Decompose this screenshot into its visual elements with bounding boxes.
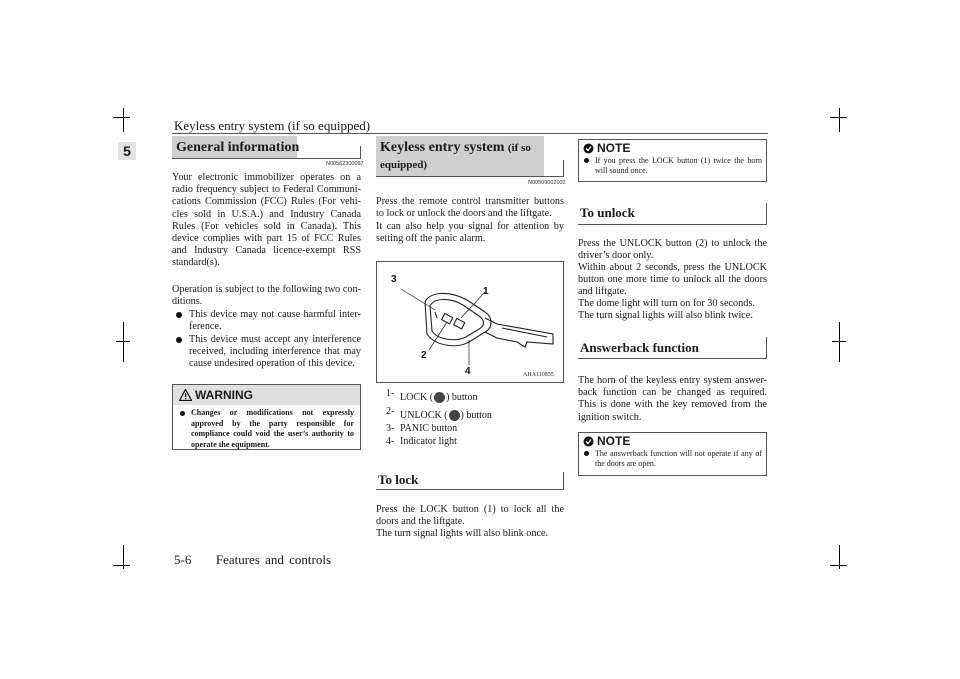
note-body — [579, 156, 766, 179]
note-text: The answerback function will not operate if any of the doors are open. — [595, 449, 762, 468]
panic-paragraph: It can also help you signal for attention by setting off the panic alarm. — [376, 221, 564, 245]
page-footer — [174, 552, 331, 568]
callout-3: 3 — [391, 274, 397, 285]
subheading-to-unlock: To unlock — [580, 205, 635, 220]
to-lock-paragraph-2: The turn signal lights will also blink once. — [376, 528, 549, 539]
to-unlock-paragraph: Press the UNLOCK button (2) to unlock the driver’s door only. — [578, 238, 767, 262]
unlock-icon — [449, 410, 460, 421]
fcc-paragraph: Your electronic immobilizer operates on a radio frequency subject to Federal Communi-cations Commission (FCC) Rules (For vehi-cles sold in U.S.A.) and Industry Canada Rules (For vehicles sold in Canada). This device complies with part 15 of FCC Rules and Industry Canada licence-exempt RSS standard(s). — [172, 172, 361, 269]
warning-box — [172, 384, 361, 450]
warning-body — [173, 405, 360, 453]
bullet-text: This device must accept any interference received, including interference that may cause undesired operation of this device. — [189, 334, 361, 370]
note-box-1 — [578, 139, 767, 182]
callout-2: 2 — [421, 350, 427, 361]
warning-text: Changes or modifications not expressly approved by the party responsible for compliance could void the user’s authority to operate the equipment. — [191, 408, 354, 449]
section-rule-end — [360, 146, 361, 159]
key-figure — [376, 261, 564, 383]
header-rule — [172, 133, 768, 134]
intro-paragraph: Press the remote control transmitter buttons to lock or unlock the doors and the liftgate. — [376, 196, 564, 220]
note-header — [579, 140, 766, 156]
lock-icon — [434, 392, 445, 403]
to-unlock-paragraph-4: The turn signal lights will also blink twice. — [578, 310, 753, 321]
bullet-icon — [583, 449, 595, 469]
page-header-title: Keyless entry system (if so equipped) — [174, 118, 371, 133]
chapter-tab: 5 — [118, 142, 136, 160]
legend-item-1: 1- LOCK ( ) button — [386, 388, 478, 403]
section-heading-line-2: equipped) — [380, 159, 428, 171]
subheading-answerback: Answerback function — [580, 340, 699, 355]
bullet-text: This device may not cause harmful inter-ference. — [189, 309, 361, 333]
document-code: N00509002002 — [528, 180, 566, 186]
footer-section: Features and controls — [215, 552, 332, 567]
warning-label: WARNING — [195, 388, 253, 402]
bullet-icon — [174, 309, 189, 333]
subheading-rule — [578, 358, 767, 359]
note-header — [579, 433, 766, 449]
info-check-icon — [583, 143, 594, 154]
section-rule-end — [563, 160, 564, 177]
bullet-item-1 — [174, 309, 361, 333]
bullet-item-2 — [174, 334, 361, 371]
legend-item-2: 2- UNLOCK ( ) button — [386, 406, 492, 421]
note-label: NOTE — [597, 434, 631, 448]
subheading-rule — [578, 224, 767, 225]
note-text: If you press the LOCK button (1) twice the horn will sound once. — [595, 156, 762, 175]
remote-key-illustration — [377, 262, 563, 382]
document-code: N00562300097 — [326, 161, 364, 167]
warning-triangle-icon — [179, 389, 192, 401]
section-rule — [172, 158, 361, 159]
subheading-rule-end — [563, 472, 564, 490]
note-box-2 — [578, 432, 767, 476]
page-number: 5-6 — [174, 552, 192, 567]
info-check-icon — [583, 436, 594, 447]
callout-4: 4 — [465, 366, 471, 377]
bullet-icon — [583, 156, 595, 176]
conditions-paragraph: Operation is subject to the following two con-ditions. — [172, 284, 361, 308]
to-unlock-paragraph-3: The dome light will turn on for 30 seconds. — [578, 298, 755, 309]
note-body — [579, 449, 766, 472]
answerback-paragraph: The horn of the keyless entry system answer-back function can be changed as required. This is done with the key removed from the ignition switch. — [578, 375, 767, 423]
subheading-rule-end — [766, 337, 767, 359]
warning-header — [173, 385, 360, 405]
bullet-icon — [174, 334, 189, 371]
to-unlock-paragraph-2: Within about 2 seconds, press the UNLOCK button one more time to unlock all the doors and liftgate. — [578, 262, 767, 298]
section-rule — [376, 176, 564, 177]
legend-item-4: 4- Indicator light — [386, 436, 457, 447]
callout-1: 1 — [483, 286, 489, 297]
section-heading-text: General information — [176, 140, 300, 155]
to-lock-paragraph: Press the LOCK button (1) to lock all the doors and the liftgate. — [376, 504, 564, 528]
legend-item-3: 3- PANIC button — [386, 423, 458, 434]
section-heading-text: Keyless entry system (if so — [380, 140, 531, 155]
subheading-rule — [376, 489, 564, 490]
note-label: NOTE — [597, 141, 631, 155]
subheading-rule-end — [766, 203, 767, 225]
figure-id: AHA110855 — [523, 372, 554, 378]
bullet-icon — [179, 408, 191, 450]
subheading-to-lock: To lock — [378, 472, 419, 487]
